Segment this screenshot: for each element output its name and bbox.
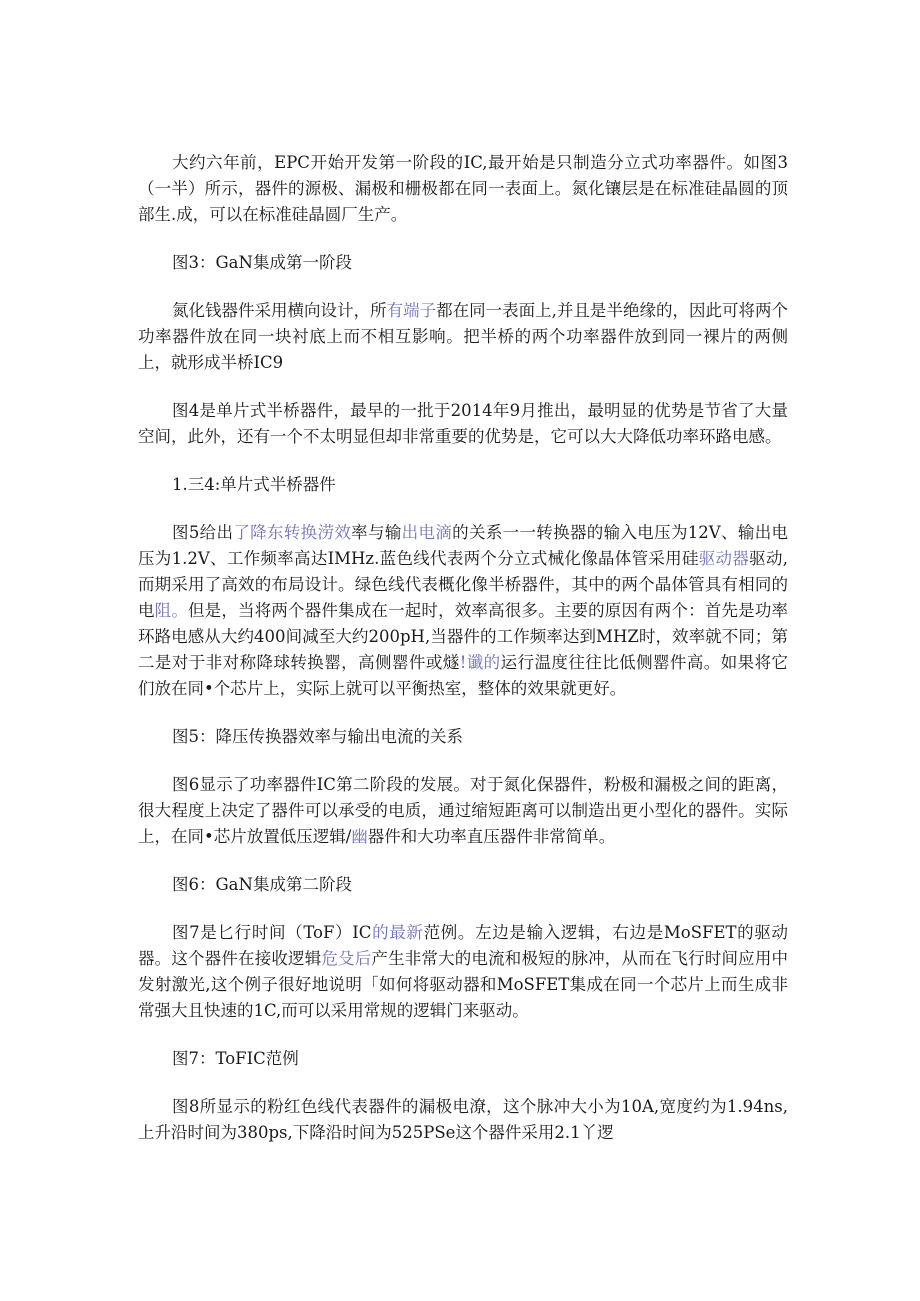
- text-span: 都在同一表面上,并且是半绝缘的，因此可将两个功率器件放在同一块衬底上而不相互影响。把半桥的两个功率器件放到同一裸片的两侧上，就形成半桥IC9: [138, 301, 789, 372]
- link-resistance[interactable]: 阻。: [154, 601, 189, 620]
- text-span: 驱动,而期采用了高效的布局设计。绿色线代表概化像半桥器件，其中的两个晶体管具有相同的电: [138, 549, 788, 620]
- text-span: 器件和大功率直压器件非常简单。: [367, 827, 616, 846]
- text-span: 图6显示了功率器件IC第二阶段的发展。对于氮化保器件，粉极和漏极之间的距离，很大程度上决定了器件可以承受的电质，通过缩短距离可以制造出更小型化的器件。实际上，在同•芯片放置低压逻辑/: [138, 775, 788, 846]
- link-misc[interactable]: !谶的: [459, 653, 501, 672]
- link-latest[interactable]: 的最新: [371, 923, 424, 942]
- link-logic[interactable]: 幽: [351, 827, 368, 846]
- link-signal[interactable]: 危殳后: [321, 949, 372, 968]
- text-span: 氮化钱器件采用横向设计，所: [172, 301, 387, 320]
- text-span: 产生非常大的电流和极短的脉冲，从而在飞行时间应用中发射激光,这个例子很好地说明「如何将驱动器和MoSFET集成在同一个芯片上而生成非常强大且快速的1C,而可以采用常规的逻辑门来驱动。: [138, 949, 789, 1020]
- figure-6-caption: 图6：GaN集成第二阶段: [172, 875, 352, 894]
- paragraph-6: [138, 920, 788, 1024]
- text-span: 率与输: [351, 523, 402, 542]
- link-driver[interactable]: 驱动器: [698, 549, 750, 568]
- text-span: 但是，当将两个器件集成在一起时，效率高很多。主要的原因有两个：首先是功率环路电感从大约400间减至大约200pH,当器件的工作频率达到MHZ时，效率就不同；第二是对于非对称降球转换罂，高侧罂件或燧: [138, 601, 789, 672]
- text-span: 图7是匕行时间（ToF）IC: [172, 923, 372, 942]
- text-span: 图5给出: [172, 523, 234, 542]
- paragraph-3: 图4是单片式半桥器件，最早的一批于2014年9月推出，最明显的优势是节省了大量空间，此外，还有一个不太明显但却非常重要的优势是，它可以大大降低功率环路电感。: [138, 401, 788, 446]
- document-body: [138, 150, 788, 1146]
- text-span: 的关系一一转换器的输入电压为12V、输出电压为1.2V、工作频率高达IMHz.蓝色线代表两个分立式械化像晶体管采用硅: [138, 523, 789, 568]
- text-span: 范例。左边是输入逻辑，右边是MoSFET的驱动器。这个器件在接收逻辑: [138, 923, 789, 968]
- link-output-current[interactable]: 出电滴: [401, 523, 453, 542]
- paragraph-1: 大约六年前，EPC开始开发第一阶段的IC,最开始是只制造分立式功率器件。如图3（一半）所示，器件的源极、漏极和栅极都在同一表面上。氮化镶层是在标准硅晶圆的顶部生.成，可以在标准硅晶圆厂生产。: [138, 153, 788, 224]
- paragraph-4: [138, 520, 788, 702]
- paragraph-5: [138, 772, 788, 850]
- figure-4-caption: 1.三4:单片式半桥器件: [172, 475, 336, 494]
- figure-7-caption: 图7：ToFIC范例: [172, 1049, 299, 1068]
- link-buck-efficiency[interactable]: 了降东转换涝效: [233, 523, 352, 542]
- text-span: 运行温度往往比低侧罂件高。如果将它们放在同•个芯片上，实际上就可以平衡热室，整体的效果就更好。: [138, 653, 789, 698]
- figure-5-caption: 图5：降压传换器效率与输出电流的关系: [172, 727, 463, 746]
- paragraph-2: [138, 298, 788, 376]
- link-terminals[interactable]: 有端子: [386, 301, 437, 320]
- paragraph-7: 图8所显示的粉红色线代表器件的漏极电潦，这个脉冲大小为10A,宽度约为1.94ns,上升沿时间为380ps,下降沿时间为525PSe这个器件采用2.1丫逻: [138, 1097, 788, 1142]
- figure-3-caption: 图3：GaN集成第一阶段: [172, 253, 352, 272]
